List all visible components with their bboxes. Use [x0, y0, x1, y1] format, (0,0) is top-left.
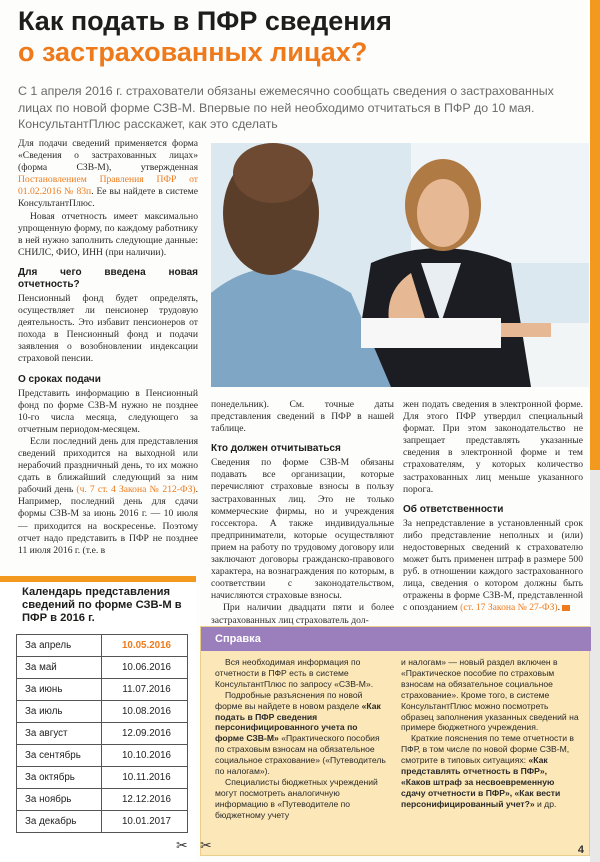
paragraph: При наличии двадцати пяти и более застрахованных лиц страхователь дол- — [211, 602, 394, 626]
paragraph: жен подать сведения в электронной форме. Для этого ПФР утвердил специальный формат. При этом законодательство не запрещает представлять указанные сведения в электронной форме и тем страхователям, у которых количество застрахованных лиц меньше указанного порога. — [403, 399, 583, 495]
law-link[interactable]: (ч. 7 ст. 4 Закона № 212-ФЗ) — [76, 484, 196, 496]
info-box-heading: Справка — [201, 627, 591, 651]
paragraph: Сведения по форме СЗВ-М обязаны подавать все организации, которые перечисляют страховые взносы в пользу застрахованных лиц. Это не только коммерческие фирмы, но и учреждения госсектора. А также индивидуальные предприниматели, которые осуществляют прием на работу по трудовому договору или заключают договоры гражданско-правового характера, на вознаграждения по которым, в соответствии с законодательством, начисляются страховые взносы. — [211, 457, 394, 602]
paragraph: понедельник). См. точные даты представления сведений в ПФР в нашей таблице. — [211, 399, 394, 435]
scissors-icon: ✂ — [176, 838, 188, 854]
table-row — [17, 789, 188, 811]
edge-gray-bar — [590, 470, 600, 862]
section-heading: Для чего введена новая отчетность? — [18, 266, 198, 290]
paragraph: За непредставление в установленный срок либо представление неполных и (или) недостоверных сведений к страхователю может быть применен штраф в размере 500 руб. в отношении каждого застрахованного лица, сведения о котором должны быть отражены в форме СЗВ-М, представленной с опозданием (ст. 17 Закона № 27-ФЗ). — [403, 517, 583, 614]
paragraph: Вся необходимая информация по отчетности в ПФР есть в системе КонсультантПлюс по запросу «СЗВ-М». — [215, 657, 374, 689]
date-cell: 11.07.2016 — [102, 679, 188, 701]
period-cell: За апрель — [17, 635, 102, 657]
paragraph: Если последний день для представления сведений приходится на выходной или нерабочий праздничный день, то их можно сдать в ближайший следующий за ним рабочий день (ч. 7 ст. 4 Закона № 212-ФЗ). Например, последний день для сдачи формы СЗВ-М за июнь 2016 г. — 10 июля — приходится на воскресенье. Поэтому отчет надо представить в ПФР не позднее 11 июля 2016 г. (т.е. в — [18, 435, 198, 556]
end-mark-icon — [562, 605, 570, 611]
column-1 — [18, 138, 198, 557]
period-cell: За август — [17, 723, 102, 745]
title-line-1: Как подать в ПФР сведения — [18, 6, 392, 36]
title-line-2: о застрахованных лицах? — [18, 37, 368, 67]
article-title — [18, 6, 578, 68]
page-number: 4 — [577, 844, 584, 856]
column-2 — [211, 399, 394, 627]
table-row — [17, 723, 188, 745]
period-cell: За октябрь — [17, 767, 102, 789]
date-cell: 12.09.2016 — [102, 723, 188, 745]
table-row — [17, 767, 188, 789]
calendar-title: Календарь представления сведений по форме СЗВ-М в ПФР в 2016 г. — [22, 586, 182, 624]
law-link[interactable]: (ст. 17 Закона № 27-ФЗ) — [460, 602, 558, 614]
info-box-left-column — [215, 657, 387, 821]
period-cell: За ноябрь — [17, 789, 102, 811]
paragraph: Для подачи сведений применяется форма «Сведения о застрахованных лицах» (форма СЗВ-М), утвержденная Постановлением Правления ПФР от 01.02.2016 № 83п. Ее вы найдете в системе КонсультантПлюс. — [18, 138, 199, 210]
paragraph: Пенсионный фонд будет определять, осуществляет ли пенсионер трудовую деятельность. Это избавит пенсионеров от похода в Пенсионный фонд и подачи заявления о возобновлении индексации страховой пенсии. — [18, 292, 198, 365]
article-lead: С 1 апреля 2016 г. страхователи обязаны ежемесячно сообщать сведения о застрахованных лицах по новой форме СЗВ-М. Впервые по ней необходимо отчитаться в ПФР до 10 мая. КонсультантПлюс расскажет, как это сделать — [18, 84, 554, 131]
info-box-right-column — [401, 657, 579, 810]
date-cell: 10.10.2016 — [102, 745, 188, 767]
paragraph: Специалисты бюджетных учреждений могут посмотреть аналогичную информацию в «Путеводителе по бюджетному учету — [215, 776, 378, 820]
date-cell: 10.11.2016 — [102, 767, 188, 789]
section-heading: Об ответственности — [403, 503, 504, 515]
section-heading: Кто должен отчитываться — [211, 443, 341, 455]
period-cell: За декабрь — [17, 811, 102, 833]
scissors-icon: ✂ — [200, 838, 212, 854]
calendar-table — [16, 634, 188, 833]
office-meeting-illustration — [211, 143, 589, 387]
date-cell: 10.06.2016 — [102, 657, 188, 679]
column-3 — [403, 399, 583, 615]
table-row — [17, 811, 188, 833]
section-heading: О сроках подачи — [18, 373, 101, 385]
calendar-top-bar — [0, 576, 196, 582]
info-box — [200, 626, 590, 856]
paragraph: и налогам» — новый раздел включен в «Практическое пособие по страховым взносам на обязательное социальное страхование». Кроме того, в системе КонсультантПлюс можно посмотреть образец заполнения указанных сведений на примере бюджетного учреждения. — [401, 657, 579, 733]
period-cell: За июнь — [17, 679, 102, 701]
law-link[interactable]: Постановлением Правления ПФР от 01.02.2016 № 83п — [18, 174, 198, 198]
paragraph: Подробные разъяснения по новой форме вы найдете в новом разделе «Как подать в ПФР сведения персонифицированного учета по форме СЗВ-М» «Практического пособия по страховым взносам на обязательное социальное страхование» («Путеводитель по налогам»). — [215, 689, 386, 777]
article-photo — [211, 143, 589, 387]
table-row — [17, 657, 188, 679]
period-cell: За май — [17, 657, 102, 679]
table-row — [17, 701, 188, 723]
period-cell: За июль — [17, 701, 102, 723]
table-row — [17, 635, 188, 657]
paragraph: Представить информацию в Пенсионный фонд по форме СЗВ-М нужно не позднее 10-го числа месяца, следующего за отчетным периодом-месяцем. — [18, 387, 198, 435]
date-cell: 10.08.2016 — [102, 701, 188, 723]
table-row — [17, 679, 188, 701]
date-cell: 12.12.2016 — [102, 789, 188, 811]
edge-color-bar — [590, 0, 600, 470]
period-cell: За сентябрь — [17, 745, 102, 767]
date-cell: 10.01.2017 — [102, 811, 188, 833]
paragraph: Новая отчетность имеет максимально упрощенную форму, по каждому работнику в ней нужно заполнить следующие данные: СНИЛС, ФИО, ИНН (при наличии). — [18, 210, 198, 258]
calendar-box — [0, 576, 196, 862]
table-row — [17, 745, 188, 767]
paragraph: Краткие пояснения по теме отчетности в ПФР, в том числе по новой форме СЗВ-М, смотрите в типовых ситуациях: «Как представлять отчетность в ПФР», «Каков штраф за несвоевременную сдачу отчетности в ПФР», «Как вести персонифицированный учет?» и др. — [401, 733, 574, 809]
date-cell: 10.05.2016 — [102, 635, 188, 657]
